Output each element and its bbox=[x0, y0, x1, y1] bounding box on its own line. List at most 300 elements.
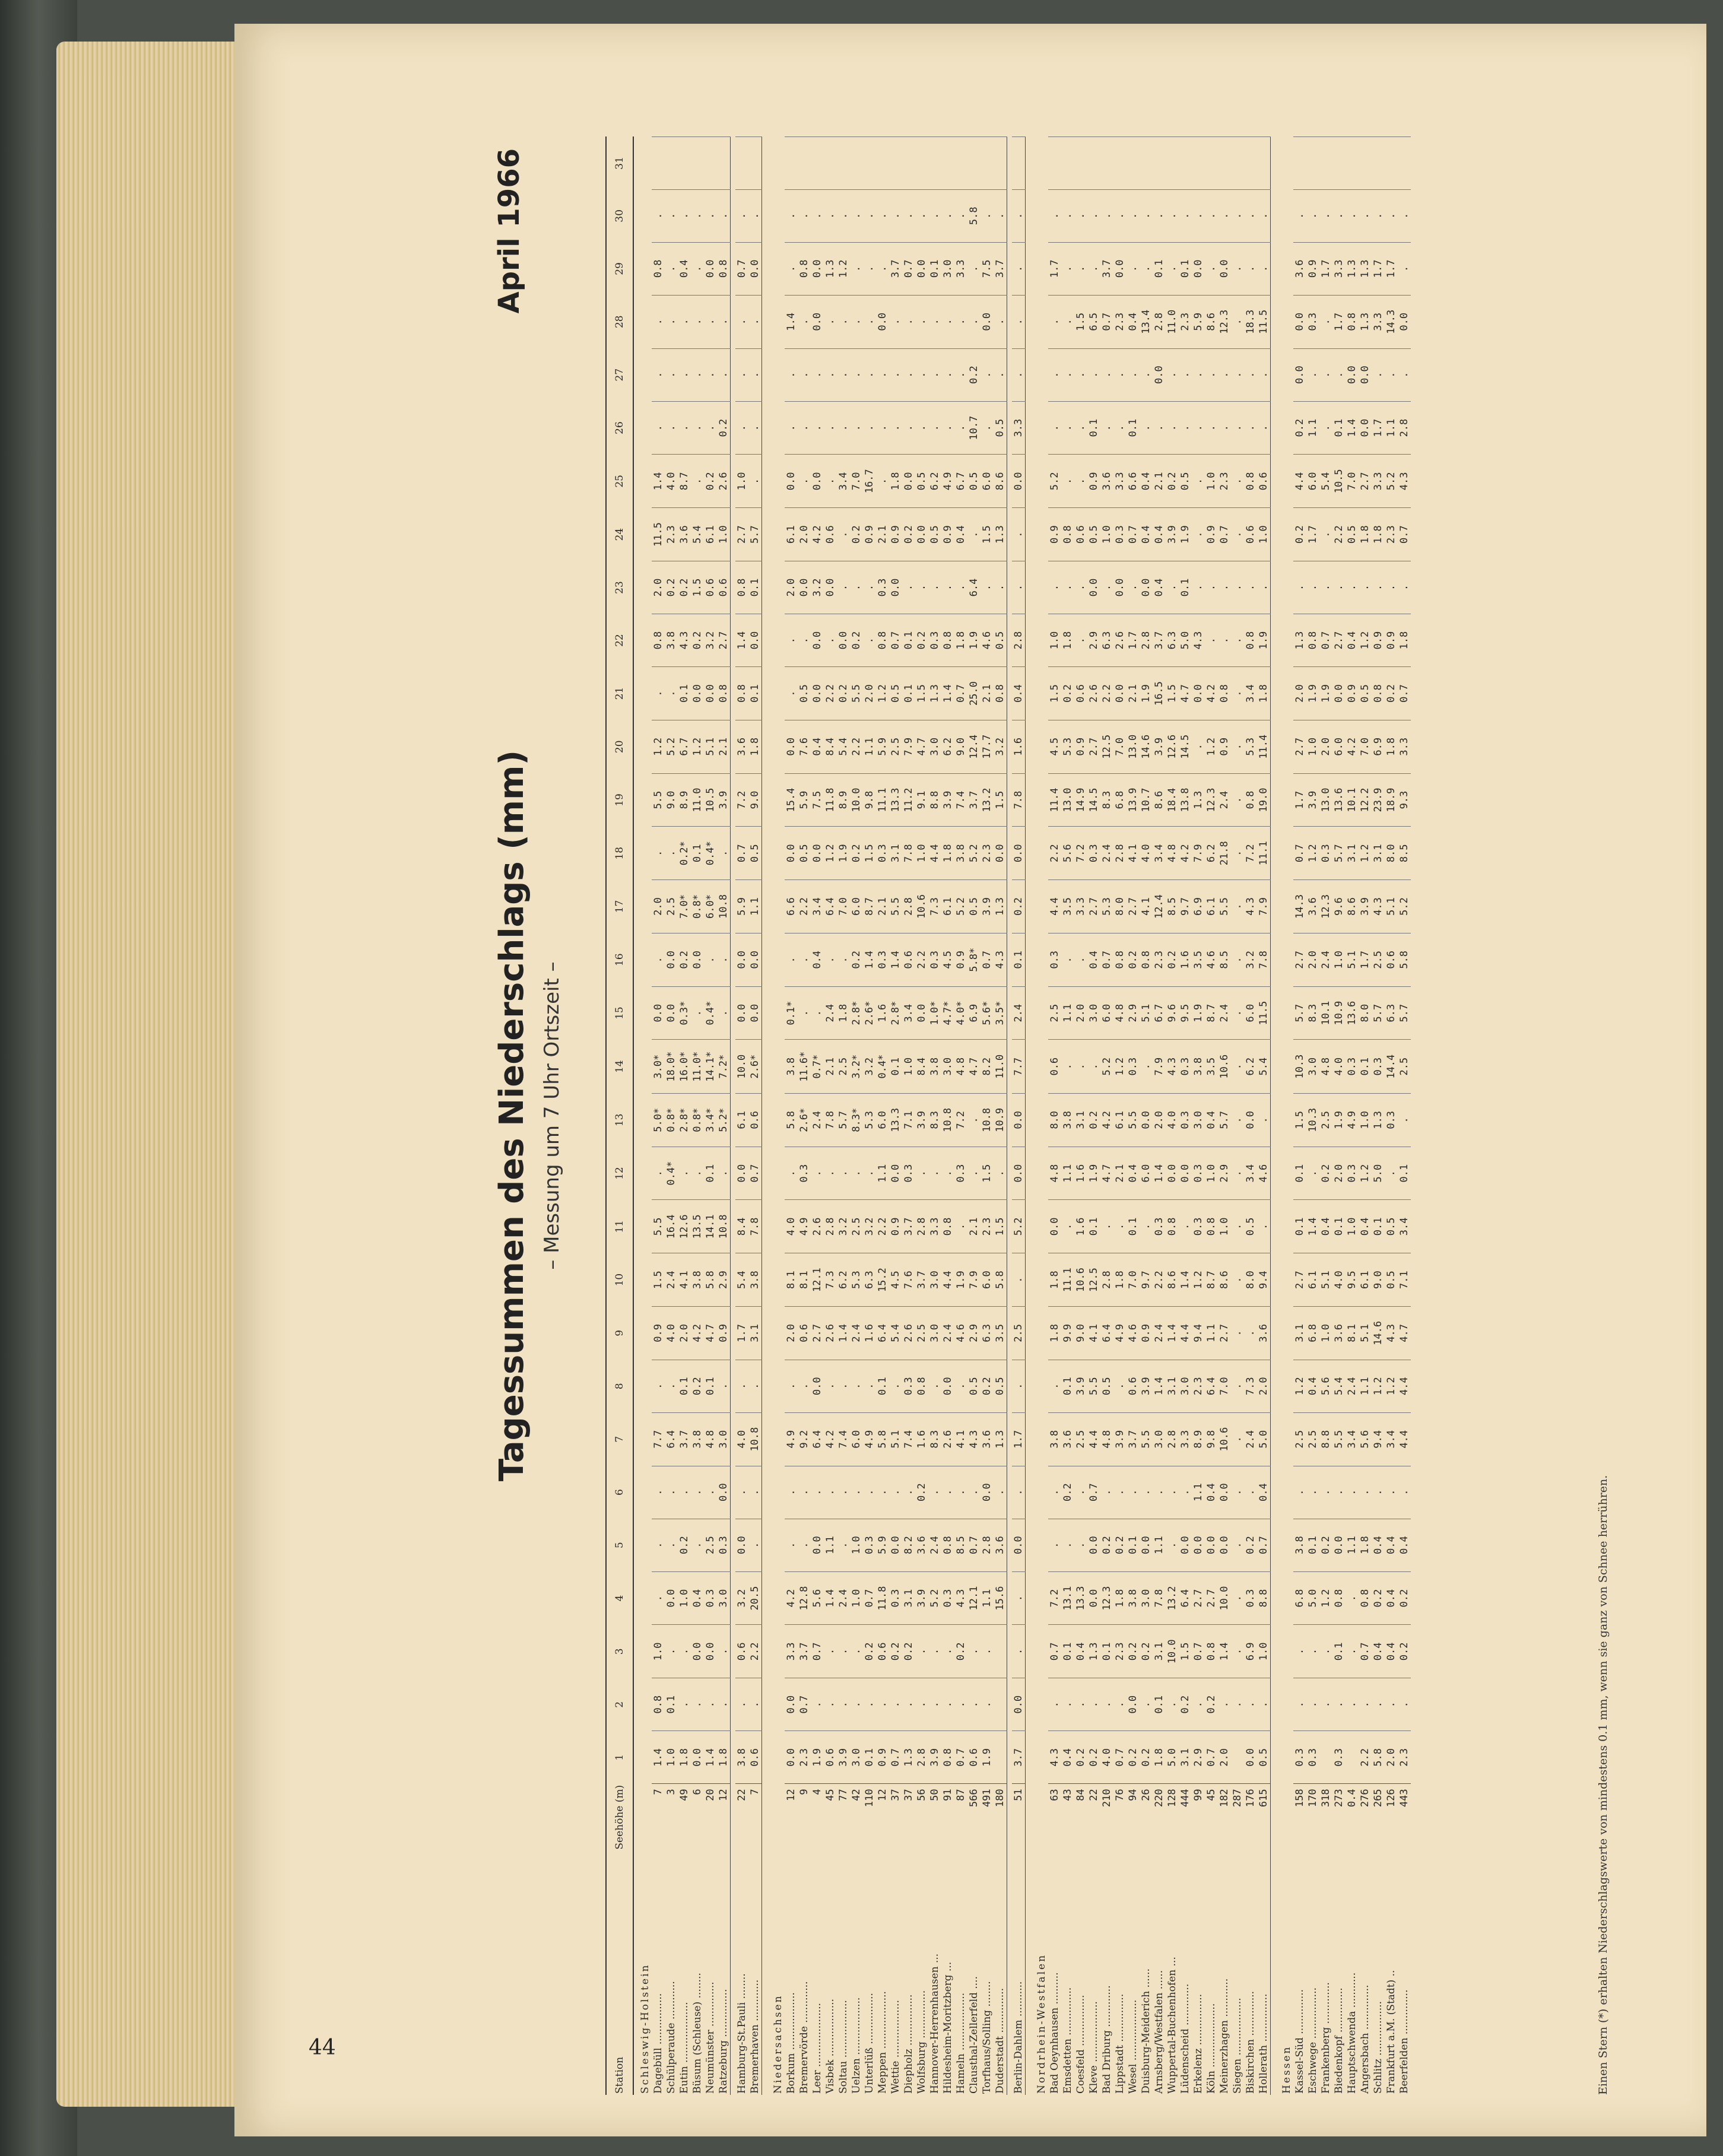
day-value bbox=[665, 137, 678, 190]
day-value: . bbox=[811, 1678, 824, 1731]
day-header-31: 31 bbox=[606, 137, 633, 190]
day-value: 1.6 bbox=[1074, 1147, 1087, 1200]
day-value: . bbox=[1398, 1466, 1411, 1519]
day-value: 0.0 bbox=[748, 986, 762, 1040]
day-value: . bbox=[1192, 189, 1205, 242]
station-elevation: 84 bbox=[1074, 1784, 1087, 1851]
day-value: . bbox=[811, 1466, 824, 1519]
day-value: . bbox=[1218, 189, 1231, 242]
day-value: 2.3 bbox=[1153, 933, 1166, 986]
day-value: 0.1 bbox=[748, 667, 762, 720]
day-value: 4.0 bbox=[1140, 827, 1153, 880]
day-value: 5.8 bbox=[994, 1253, 1007, 1307]
day-value: 0.6 bbox=[1244, 508, 1257, 561]
day-value: . bbox=[1012, 348, 1026, 401]
day-value: 5.9 bbox=[798, 773, 811, 827]
day-value: 4.8 bbox=[954, 1040, 967, 1093]
day-value: 0.7 bbox=[811, 1625, 824, 1678]
day-value: . bbox=[1153, 401, 1166, 455]
day-value: 2.4 bbox=[1100, 827, 1113, 880]
day-value: 10.8 bbox=[941, 1093, 954, 1147]
day-value: 2.0 bbox=[1332, 1147, 1346, 1200]
day-value: 2.5 bbox=[889, 720, 902, 773]
day-value: . bbox=[665, 348, 678, 401]
day-value: 0.2 bbox=[1166, 455, 1179, 508]
day-value: 2.4 bbox=[941, 1306, 954, 1360]
day-value: . bbox=[704, 933, 717, 986]
day-value: . bbox=[876, 1678, 889, 1731]
day-value: 0.9 bbox=[1346, 667, 1359, 720]
station-elevation: 287 bbox=[1231, 1784, 1244, 1851]
day-value: 8.3 bbox=[928, 1412, 941, 1466]
day-value: 0.8 bbox=[1166, 1200, 1179, 1253]
day-value: . bbox=[1100, 1678, 1113, 1731]
group-heading: Schleswig-Holstein bbox=[639, 1963, 651, 2094]
day-value: 0.8* bbox=[691, 880, 704, 933]
day-value: 5.8 bbox=[967, 189, 981, 242]
day-value: 8.3 bbox=[1100, 773, 1113, 827]
day-value: 3.0* bbox=[652, 1040, 665, 1093]
day-value: 0.5 bbox=[798, 667, 811, 720]
day-value: 3.3 bbox=[954, 242, 967, 295]
day-value: 0.4 bbox=[1359, 1200, 1372, 1253]
day-value: 2.8 bbox=[824, 1200, 837, 1253]
day-value: . bbox=[1100, 348, 1113, 401]
day-value: . bbox=[704, 401, 717, 455]
day-value: 3.8 bbox=[748, 1253, 762, 1307]
day-value: . bbox=[915, 401, 928, 455]
day-value: . bbox=[1061, 348, 1074, 401]
day-value: . bbox=[1061, 1200, 1074, 1253]
day-value: 13.6 bbox=[1332, 773, 1346, 827]
day-value: 0.6 bbox=[967, 1731, 981, 1784]
day-value: 7.2 bbox=[1244, 827, 1257, 880]
day-value: 0.3 bbox=[876, 933, 889, 986]
day-value: 1.0 bbox=[665, 1731, 678, 1784]
day-value: 3.7 bbox=[1100, 242, 1113, 295]
table-row bbox=[1244, 137, 1257, 2095]
day-value: . bbox=[824, 1466, 837, 1519]
day-value: 5.0 bbox=[1179, 614, 1192, 667]
day-value: 6.4 bbox=[1205, 1360, 1218, 1412]
day-value bbox=[1153, 137, 1166, 190]
day-value: 3.9 bbox=[717, 773, 731, 827]
day-value: . bbox=[850, 189, 863, 242]
day-value: . bbox=[652, 827, 665, 880]
day-value: 6.5 bbox=[1087, 295, 1100, 348]
day-value: 1.1 bbox=[748, 880, 762, 933]
day-value: 6.4 bbox=[811, 1412, 824, 1466]
day-value: 0.0 bbox=[691, 1625, 704, 1678]
day-value: . bbox=[928, 1625, 941, 1678]
day-value: 1.4 bbox=[1179, 1253, 1192, 1307]
day-value bbox=[1385, 137, 1398, 190]
station-elevation: 0.4 bbox=[1346, 1784, 1359, 1851]
day-value: 0.1 bbox=[1398, 1147, 1411, 1200]
day-value: 9.7 bbox=[1179, 880, 1192, 933]
day-value: 5.2 bbox=[665, 720, 678, 773]
day-value: 3.2 bbox=[704, 614, 717, 667]
day-value: 5.3 bbox=[850, 1253, 863, 1307]
day-value: 6.0* bbox=[704, 880, 717, 933]
day-header-17: 17 bbox=[606, 880, 633, 933]
day-value: 6.8 bbox=[1293, 1571, 1306, 1625]
day-value: 1.7 bbox=[1293, 773, 1306, 827]
day-value: 0.2 bbox=[1372, 1571, 1385, 1625]
table-row bbox=[735, 137, 748, 2095]
day-value: . bbox=[837, 1519, 850, 1571]
day-value: 2.4 bbox=[1244, 1412, 1257, 1466]
station-elevation: 42 bbox=[850, 1784, 863, 1851]
day-value: 0.0 bbox=[717, 1466, 731, 1519]
table-row bbox=[1113, 137, 1127, 2095]
day-value: . bbox=[1231, 348, 1244, 401]
day-value: 0.9 bbox=[1372, 614, 1385, 667]
day-value: . bbox=[1074, 242, 1087, 295]
day-value: 6.1 bbox=[1359, 1253, 1372, 1307]
day-value: 0.7 bbox=[889, 1731, 902, 1784]
day-value: 3.6 bbox=[1100, 455, 1113, 508]
day-value: 8.7 bbox=[678, 455, 691, 508]
day-value: 9.2 bbox=[798, 1412, 811, 1466]
day-value: 0.8 bbox=[1372, 667, 1385, 720]
day-value: 0.6 bbox=[824, 508, 837, 561]
day-value: 6.2 bbox=[941, 720, 954, 773]
day-value: 9.1 bbox=[915, 773, 928, 827]
day-value: 3.4 bbox=[1153, 827, 1166, 880]
day-value: . bbox=[1012, 1571, 1026, 1625]
day-value: 8.0 bbox=[1359, 986, 1372, 1040]
day-value: 0.4 bbox=[1205, 1093, 1218, 1147]
day-value: 12.8 bbox=[798, 1571, 811, 1625]
day-value: 3.6 bbox=[1332, 1306, 1346, 1360]
day-value: 11.5 bbox=[652, 508, 665, 561]
day-value: 0.4* bbox=[704, 986, 717, 1040]
day-value: 4.1 bbox=[1140, 880, 1153, 933]
station-name: Hildesheim-Moritzberg ... bbox=[942, 1961, 954, 2094]
day-header-22: 22 bbox=[606, 614, 633, 667]
day-value: 4.7 bbox=[1179, 667, 1192, 720]
day-value: 5.7 bbox=[1293, 986, 1306, 1040]
day-value: 0.4 bbox=[1385, 1625, 1398, 1678]
day-value: . bbox=[1061, 295, 1074, 348]
day-value: . bbox=[824, 1360, 837, 1412]
day-value: 3.1 bbox=[1293, 1306, 1306, 1360]
station-name: Wuppertal-Buchenhofen ... bbox=[1166, 1957, 1178, 2094]
day-value: 0.9 bbox=[889, 508, 902, 561]
day-value: 8.6 bbox=[1346, 880, 1359, 933]
day-value: 3.1 bbox=[1074, 1093, 1087, 1147]
day-value: 3.0 bbox=[1087, 986, 1100, 1040]
day-value bbox=[1231, 137, 1244, 190]
day-value: . bbox=[1100, 401, 1113, 455]
table-row bbox=[1127, 137, 1140, 2095]
month-label: April 1966 bbox=[493, 148, 526, 314]
day-value: 0.9 bbox=[1218, 720, 1231, 773]
day-value: 0.4* bbox=[665, 1147, 678, 1200]
day-value: 0.7 bbox=[1127, 508, 1140, 561]
day-value: 0.0 bbox=[1218, 1519, 1231, 1571]
day-value: 0.0 bbox=[1012, 1678, 1026, 1731]
day-value: 0.5 bbox=[915, 455, 928, 508]
day-value: 1.3 bbox=[994, 880, 1007, 933]
day-value: 0.0 bbox=[735, 1147, 748, 1200]
station-name: Hamburg-St.Pauli ........ bbox=[736, 1973, 748, 2094]
day-value: . bbox=[811, 189, 824, 242]
day-value: 0.0 bbox=[889, 1147, 902, 1200]
day-value: . bbox=[1048, 561, 1061, 614]
day-value: . bbox=[704, 1678, 717, 1731]
day-value: 3.3 bbox=[1372, 295, 1385, 348]
day-value: 0.0 bbox=[691, 933, 704, 986]
day-value: 7.2 bbox=[735, 773, 748, 827]
day-value: 1.8 bbox=[954, 614, 967, 667]
day-value: . bbox=[1293, 189, 1306, 242]
day-value: 1.6 bbox=[863, 1306, 876, 1360]
day-value: 11.0* bbox=[691, 1040, 704, 1093]
day-value: 12.4 bbox=[967, 720, 981, 773]
day-value bbox=[1346, 1731, 1359, 1784]
day-value: 2.2 bbox=[876, 1200, 889, 1253]
day-value: 0.8* bbox=[665, 1093, 678, 1147]
station-name: Visbek .................. bbox=[824, 1998, 836, 2094]
day-value: 9.4 bbox=[1257, 1253, 1271, 1307]
day-value: 1.3 bbox=[1192, 773, 1205, 827]
day-value: 1.2 bbox=[1372, 1360, 1385, 1412]
day-value: 3.1 bbox=[1179, 1731, 1192, 1784]
day-value: 0.8 bbox=[1205, 1200, 1218, 1253]
day-value: 6.0 bbox=[981, 1253, 994, 1307]
day-value: 15.4 bbox=[785, 773, 798, 827]
station-name: Hameln .................. bbox=[955, 1992, 967, 2094]
day-value: . bbox=[1231, 1253, 1244, 1307]
day-value: 2.8 bbox=[1153, 295, 1166, 348]
day-value: 1.8 bbox=[717, 1731, 731, 1784]
day-value: 0.1 bbox=[678, 1360, 691, 1412]
day-value: . bbox=[941, 348, 954, 401]
station-elevation: 110 bbox=[863, 1784, 876, 1851]
day-value: . bbox=[1192, 720, 1205, 773]
day-value: 3.4 bbox=[1244, 1147, 1257, 1200]
day-value: 4.3 bbox=[1192, 614, 1205, 667]
day-value: 0.0 bbox=[1205, 1519, 1218, 1571]
day-value: . bbox=[1398, 348, 1411, 401]
day-value: . bbox=[1166, 561, 1179, 614]
day-value: . bbox=[704, 348, 717, 401]
rotated-content bbox=[493, 136, 1620, 2095]
day-value: . bbox=[1231, 295, 1244, 348]
day-value: 6.3 bbox=[1166, 614, 1179, 667]
day-value: 3.0 bbox=[850, 1731, 863, 1784]
station-name: Dagebüll ................ bbox=[652, 1993, 664, 2094]
day-value: 14.3 bbox=[1293, 880, 1306, 933]
day-value: . bbox=[691, 348, 704, 401]
day-header-9: 9 bbox=[606, 1306, 633, 1360]
day-value: 4.0 bbox=[785, 1200, 798, 1253]
day-value: 1.4 bbox=[863, 933, 876, 986]
day-value: 1.5 bbox=[915, 667, 928, 720]
day-value: 8.0 bbox=[1113, 880, 1127, 933]
day-value: . bbox=[1244, 1306, 1257, 1360]
day-value: 0.5 bbox=[1179, 455, 1192, 508]
day-value: . bbox=[652, 933, 665, 986]
day-value: 1.7 bbox=[1372, 242, 1385, 295]
day-value: 7.7 bbox=[1012, 1040, 1026, 1093]
table-row bbox=[902, 137, 915, 2095]
day-value: 1.2 bbox=[1205, 720, 1218, 773]
station-name: Torfhaus/Solling ........ bbox=[981, 1981, 993, 2094]
station-header: Station bbox=[606, 1851, 633, 2095]
day-value: . bbox=[798, 295, 811, 348]
day-value bbox=[928, 137, 941, 190]
day-value: 13.8 bbox=[1179, 773, 1192, 827]
day-value: . bbox=[678, 1466, 691, 1519]
day-value: 0.1 bbox=[928, 242, 941, 295]
day-value: . bbox=[850, 1147, 863, 1200]
day-value: . bbox=[954, 1200, 967, 1253]
day-value: 3.3 bbox=[1179, 1412, 1192, 1466]
day-value: 2.8 bbox=[1140, 614, 1153, 667]
day-value: 0.8 bbox=[652, 242, 665, 295]
day-value: 8.7 bbox=[1205, 1253, 1218, 1307]
station-elevation: 77 bbox=[837, 1784, 850, 1851]
day-value: . bbox=[1244, 401, 1257, 455]
day-value: 4.1 bbox=[678, 1253, 691, 1307]
day-value: . bbox=[824, 933, 837, 986]
day-value: 3.4 bbox=[1244, 667, 1257, 720]
station-elevation: 43 bbox=[1061, 1784, 1074, 1851]
day-value: 0.4 bbox=[1074, 1625, 1087, 1678]
station-elevation: 170 bbox=[1306, 1784, 1319, 1851]
day-value: . bbox=[1113, 1200, 1127, 1253]
day-value: 7.6 bbox=[798, 720, 811, 773]
day-value: 1.2 bbox=[876, 667, 889, 720]
day-value: 5.2 bbox=[967, 827, 981, 880]
day-value: . bbox=[785, 1360, 798, 1412]
day-value: 3.7 bbox=[902, 1200, 915, 1253]
day-value: 12.6 bbox=[678, 1200, 691, 1253]
day-value: 0.3 bbox=[1385, 1093, 1398, 1147]
day-value: 0.8 bbox=[1205, 1625, 1218, 1678]
day-value: 0.7 bbox=[1100, 933, 1113, 986]
day-value: . bbox=[652, 1360, 665, 1412]
day-value: 0.5 bbox=[1087, 508, 1100, 561]
day-value: 1.2 bbox=[1293, 1360, 1306, 1412]
day-value: 4.4 bbox=[1048, 880, 1061, 933]
day-value: 3.6 bbox=[915, 1519, 928, 1571]
day-value: 0.8* bbox=[691, 1093, 704, 1147]
day-value: . bbox=[1346, 561, 1359, 614]
day-value: . bbox=[704, 1466, 717, 1519]
day-value: 4.8 bbox=[1113, 986, 1127, 1040]
day-value: 0.7* bbox=[811, 1040, 824, 1093]
day-value: 2.7 bbox=[1293, 720, 1306, 773]
day-value bbox=[1359, 137, 1372, 190]
day-value: 6.9 bbox=[967, 986, 981, 1040]
day-value: 5.4 bbox=[1319, 455, 1332, 508]
day-value: 0.4 bbox=[1153, 561, 1166, 614]
day-value: 0.2 bbox=[1127, 933, 1140, 986]
day-value: 2.3 bbox=[1218, 455, 1231, 508]
day-value: 0.3 bbox=[1372, 1040, 1385, 1093]
day-header-8: 8 bbox=[606, 1360, 633, 1412]
day-value: 0.5 bbox=[994, 1360, 1007, 1412]
day-value: . bbox=[824, 1678, 837, 1731]
station-name: Hollerath ............... bbox=[1258, 1993, 1270, 2094]
table-header-row bbox=[606, 137, 633, 2095]
day-value: . bbox=[798, 1360, 811, 1412]
day-value: 0.1 bbox=[1100, 1625, 1113, 1678]
group-heading: Nordrhein-Westfalen bbox=[1036, 1953, 1048, 2094]
day-value: 0.9 bbox=[717, 1306, 731, 1360]
day-value: 1.8 bbox=[1385, 720, 1398, 773]
station-name: Schlitz ................. bbox=[1372, 2001, 1384, 2094]
day-value: . bbox=[941, 189, 954, 242]
day-value: 11.8 bbox=[876, 1571, 889, 1625]
day-value: 2.9 bbox=[1127, 986, 1140, 1040]
day-value bbox=[1218, 137, 1231, 190]
day-value: 3.9 bbox=[1140, 1360, 1153, 1412]
day-value: . bbox=[1140, 189, 1153, 242]
day-value: 2.5 bbox=[915, 1306, 928, 1360]
day-value: 0.9 bbox=[863, 508, 876, 561]
day-value: . bbox=[1127, 1466, 1140, 1519]
day-value: 2.4 bbox=[928, 1519, 941, 1571]
day-value: 4.3 bbox=[967, 1412, 981, 1466]
day-value: . bbox=[1061, 933, 1074, 986]
day-value: 5.4 bbox=[1257, 1040, 1271, 1093]
day-value: 4.9 bbox=[941, 455, 954, 508]
day-value: 0.2 bbox=[1127, 1731, 1140, 1784]
table-row bbox=[717, 137, 731, 2095]
day-value: 13.6 bbox=[1346, 986, 1359, 1040]
day-value: 0.5 bbox=[889, 667, 902, 720]
day-value: 4.4 bbox=[1087, 1412, 1100, 1466]
day-value: 0.0 bbox=[785, 827, 798, 880]
day-value: 1.0 bbox=[1332, 933, 1346, 986]
day-value: 0.3 bbox=[1192, 1147, 1205, 1200]
day-value: 0.0 bbox=[1127, 1678, 1140, 1731]
day-value: 13.1 bbox=[1061, 1571, 1074, 1625]
day-value: . bbox=[678, 1147, 691, 1200]
day-value: 0.7 bbox=[981, 933, 994, 986]
day-value: . bbox=[665, 401, 678, 455]
day-value: 0.1 bbox=[678, 667, 691, 720]
day-value: 0.9 bbox=[1306, 242, 1319, 295]
day-value: 6.1 bbox=[704, 508, 717, 561]
day-value: 0.2* bbox=[678, 827, 691, 880]
day-value: 0.0 bbox=[704, 242, 717, 295]
day-value: . bbox=[1113, 348, 1127, 401]
day-value: 6.4 bbox=[967, 561, 981, 614]
day-value: 0.0 bbox=[1012, 1519, 1026, 1571]
day-value: 0.6 bbox=[1048, 1040, 1061, 1093]
day-value: . bbox=[678, 348, 691, 401]
station-name: Arnsberg/Westfalen ...... bbox=[1153, 1970, 1165, 2094]
day-value: . bbox=[798, 986, 811, 1040]
day-value: . bbox=[994, 1466, 1007, 1519]
day-value: . bbox=[1231, 720, 1244, 773]
day-value: 0.8 bbox=[1359, 1571, 1372, 1625]
day-value: 2.5 bbox=[837, 1040, 850, 1093]
day-value: 0.2 bbox=[1205, 1678, 1218, 1731]
day-value: 1.0 bbox=[1048, 614, 1061, 667]
day-value: . bbox=[748, 189, 762, 242]
day-value: 1.0 bbox=[1257, 1625, 1271, 1678]
day-value: 14.1* bbox=[704, 1040, 717, 1093]
day-value: 2.3 bbox=[1179, 295, 1192, 348]
day-value: 7.2 bbox=[1074, 827, 1087, 880]
